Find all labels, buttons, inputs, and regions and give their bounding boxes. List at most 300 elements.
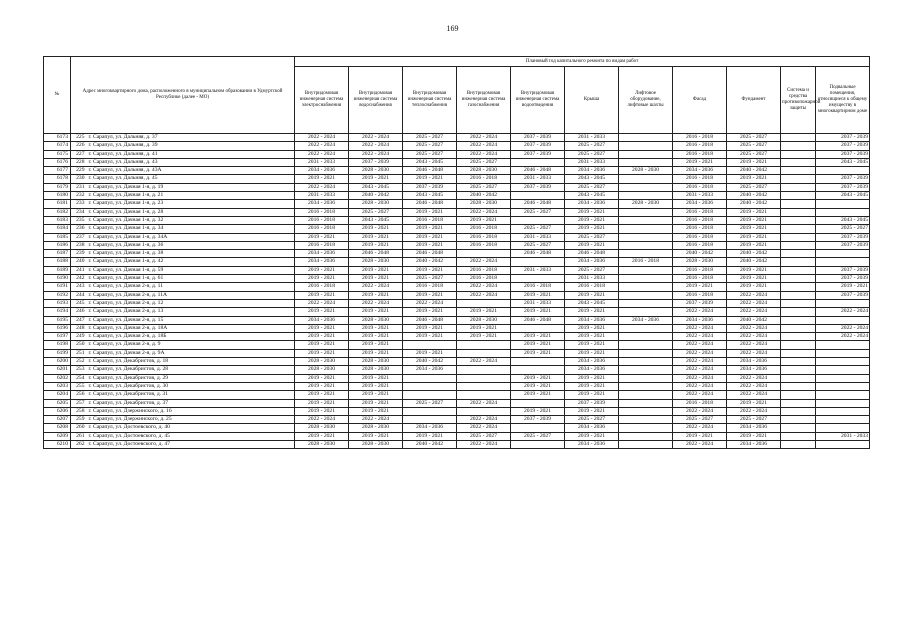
row-cell: 2019 - 2021: [349, 349, 403, 357]
row-address: г. Сарапул, ул. Дачная 2-я, д. 13: [87, 308, 295, 316]
row-number: 6203: [44, 382, 71, 390]
row-position: 232: [71, 192, 87, 200]
row-cell: [781, 283, 816, 291]
row-cell: [619, 432, 673, 440]
row-cell: 2037 - 2039: [511, 134, 565, 142]
row-cell: 2028 - 2030: [619, 200, 673, 208]
row-cell: [816, 407, 870, 415]
row-cell: 2034 - 2036: [565, 316, 619, 324]
row-position: 233: [71, 200, 87, 208]
row-cell: [619, 183, 673, 191]
row-cell: 2034 - 2036: [727, 424, 781, 432]
row-cell: [781, 225, 816, 233]
row-cell: 2019 - 2021: [727, 158, 781, 166]
row-cell: [781, 183, 816, 191]
row-cell: 2019 - 2021: [403, 266, 457, 274]
row-cell: [781, 424, 816, 432]
row-number: 6188: [44, 258, 71, 266]
row-cell: [816, 299, 870, 307]
row-cell: 2016 - 2018: [673, 233, 727, 241]
row-cell: 2028 - 2030: [295, 366, 349, 374]
row-cell: 2040 - 2042: [727, 250, 781, 258]
row-cell: [781, 399, 816, 407]
row-address: г. Сарапул, ул. Дачная 2-я, д. 15: [87, 316, 295, 324]
row-cell: 2022 - 2024: [295, 142, 349, 150]
row-cell: 2019 - 2021: [511, 407, 565, 415]
table-row: [44, 416, 870, 424]
row-cell: 2019 - 2021: [673, 283, 727, 291]
row-position: 247: [71, 316, 87, 324]
row-cell: 2019 - 2021: [511, 333, 565, 341]
row-cell: 2016 - 2018: [565, 283, 619, 291]
row-cell: 2019 - 2021: [295, 382, 349, 390]
row-cell: 2028 - 2030: [457, 200, 511, 208]
row-cell: [619, 341, 673, 349]
table-row: [44, 424, 870, 432]
row-cell: 2022 - 2024: [673, 366, 727, 374]
row-cell: 2019 - 2021: [565, 341, 619, 349]
row-cell: 2019 - 2021: [457, 333, 511, 341]
row-cell: 2025 - 2027: [511, 432, 565, 440]
row-cell: 2019 - 2021: [349, 324, 403, 332]
row-address: г. Сарапул, ул. Дальняя, д. 43А: [87, 167, 295, 175]
row-cell: 2028 - 2030: [349, 440, 403, 448]
row-cell: 2016 - 2018: [295, 216, 349, 224]
row-cell: 2019 - 2021: [349, 382, 403, 390]
row-cell: 2022 - 2024: [457, 283, 511, 291]
row-cell: 2022 - 2024: [727, 349, 781, 357]
row-cell: 2019 - 2021: [349, 175, 403, 183]
row-address: г. Сарапул, ул. Декабристов, д. 30: [87, 382, 295, 390]
row-position: 261: [71, 432, 87, 440]
row-address: г. Сарапул, ул. Дальняя, д. 37: [87, 134, 295, 142]
row-cell: 2025 - 2027: [565, 183, 619, 191]
row-cell: 2019 - 2021: [565, 432, 619, 440]
row-cell: [816, 424, 870, 432]
row-cell: [781, 407, 816, 415]
row-cell: 2016 - 2018: [673, 150, 727, 158]
row-cell: 2019 - 2021: [295, 175, 349, 183]
row-cell: 2025 - 2027: [727, 416, 781, 424]
row-cell: 2019 - 2021: [403, 291, 457, 299]
row-cell: 2034 - 2036: [565, 258, 619, 266]
row-cell: 2028 - 2030: [349, 200, 403, 208]
row-cell: 2046 - 2048: [403, 250, 457, 258]
row-cell: [511, 324, 565, 332]
row-cell: 2016 - 2018: [295, 283, 349, 291]
row-cell: 2022 - 2024: [457, 416, 511, 424]
row-cell: 2019 - 2021: [349, 391, 403, 399]
row-number: 6199: [44, 349, 71, 357]
row-cell: 2016 - 2018: [673, 216, 727, 224]
table-row: [44, 316, 870, 324]
row-cell: 2028 - 2030: [619, 167, 673, 175]
row-cell: [781, 341, 816, 349]
row-cell: 2016 - 2018: [457, 266, 511, 274]
row-address: г. Сарапул, ул. Дачная 2-я, д. 18А: [87, 324, 295, 332]
row-position: 258: [71, 407, 87, 415]
table-row: [44, 299, 870, 307]
row-address: г. Сарапул, ул. Декабристов, д. 37: [87, 399, 295, 407]
row-cell: 2019 - 2021: [511, 349, 565, 357]
row-cell: 2019 - 2021: [565, 291, 619, 299]
row-cell: [781, 266, 816, 274]
row-address: г. Сарапул, ул. Дзержинского, д. 25: [87, 416, 295, 424]
row-number: 6173: [44, 134, 71, 142]
row-cell: [619, 283, 673, 291]
table-row: [44, 349, 870, 357]
row-cell: [619, 424, 673, 432]
row-number: 6201: [44, 366, 71, 374]
row-position: 259: [71, 416, 87, 424]
row-cell: [781, 175, 816, 183]
row-number: 6185: [44, 233, 71, 241]
row-cell: 2028 - 2030: [349, 316, 403, 324]
row-cell: 2019 - 2021: [295, 341, 349, 349]
row-cell: 2022 - 2024: [816, 333, 870, 341]
row-cell: [816, 366, 870, 374]
row-cell: 2025 - 2027: [511, 225, 565, 233]
row-cell: 2022 - 2024: [673, 324, 727, 332]
row-cell: 2025 - 2027: [403, 142, 457, 150]
row-address: г. Сарапул, ул. Дачная 1-я, д. 28: [87, 208, 295, 216]
row-cell: 2043 - 2045: [816, 192, 870, 200]
row-cell: 2034 - 2036: [565, 440, 619, 448]
row-cell: 2019 - 2021: [727, 283, 781, 291]
row-cell: 2022 - 2024: [727, 391, 781, 399]
row-number: 6190: [44, 275, 71, 283]
row-cell: 2022 - 2024: [727, 299, 781, 307]
row-cell: 2019 - 2021: [565, 241, 619, 249]
row-cell: 2016 - 2018: [619, 258, 673, 266]
row-cell: 2019 - 2021: [457, 216, 511, 224]
row-cell: 2022 - 2024: [295, 416, 349, 424]
row-number: 6202: [44, 374, 71, 382]
row-cell: 2019 - 2021: [349, 266, 403, 274]
row-cell: 2028 - 2030: [457, 167, 511, 175]
row-cell: 2040 - 2042: [349, 192, 403, 200]
row-cell: 2019 - 2021: [295, 407, 349, 415]
row-cell: 2022 - 2024: [457, 208, 511, 216]
row-cell: [619, 216, 673, 224]
row-position: 241: [71, 266, 87, 274]
row-cell: 2034 - 2036: [565, 366, 619, 374]
row-position: 251: [71, 349, 87, 357]
row-cell: 2022 - 2024: [727, 333, 781, 341]
row-cell: 2019 - 2021: [295, 374, 349, 382]
row-cell: 2034 - 2036: [295, 167, 349, 175]
row-cell: [816, 167, 870, 175]
row-cell: 2019 - 2021: [295, 308, 349, 316]
row-cell: 2037 - 2039: [511, 142, 565, 150]
row-cell: [403, 416, 457, 424]
row-cell: 2019 - 2021: [295, 391, 349, 399]
row-cell: 2022 - 2024: [457, 150, 511, 158]
column-header: Внутридомовая инженерная система водоснабжения: [349, 67, 403, 134]
table-row: [44, 241, 870, 249]
row-number: 6176: [44, 158, 71, 166]
row-cell: 2043 - 2045: [565, 175, 619, 183]
row-cell: [781, 391, 816, 399]
row-cell: 2043 - 2045: [816, 158, 870, 166]
row-cell: 2019 - 2021: [403, 208, 457, 216]
column-header: Внутридомовая инженерная система газоснабжения: [457, 67, 511, 134]
row-cell: 2019 - 2021: [511, 308, 565, 316]
row-cell: [781, 158, 816, 166]
row-address: г. Сарапул, ул. Дачная 1-я, д. 36: [87, 241, 295, 249]
row-cell: 2022 - 2024: [727, 407, 781, 415]
table-row: [44, 266, 870, 274]
row-cell: 2025 - 2027: [565, 150, 619, 158]
row-cell: 2043 - 2045: [403, 192, 457, 200]
row-cell: 2022 - 2024: [673, 424, 727, 432]
row-cell: 2019 - 2021: [349, 432, 403, 440]
row-cell: 2031 - 2033: [511, 299, 565, 307]
row-number: 6186: [44, 241, 71, 249]
row-cell: [781, 167, 816, 175]
row-cell: [619, 291, 673, 299]
row-cell: 2019 - 2021: [349, 399, 403, 407]
row-cell: 2025 - 2027: [457, 158, 511, 166]
row-cell: [619, 374, 673, 382]
row-address: г. Сарапул, ул. Дачная 1-я, д. 34: [87, 225, 295, 233]
row-position: 235: [71, 216, 87, 224]
row-cell: 2043 - 2045: [816, 216, 870, 224]
row-cell: 2016 - 2018: [457, 241, 511, 249]
row-cell: [403, 341, 457, 349]
row-address: г. Сарапул, ул. Дачная 1-я, д. 32: [87, 216, 295, 224]
row-cell: 2019 - 2021: [349, 407, 403, 415]
row-cell: 2022 - 2024: [673, 440, 727, 448]
table-row: [44, 333, 870, 341]
row-cell: [781, 416, 816, 424]
row-cell: [619, 399, 673, 407]
row-cell: 2022 - 2024: [673, 382, 727, 390]
row-cell: [816, 399, 870, 407]
row-cell: 2022 - 2024: [673, 374, 727, 382]
table-row: [44, 175, 870, 183]
row-cell: [619, 266, 673, 274]
column-header: Внутридомовая инженерная система электроснабжения: [295, 67, 349, 134]
row-cell: [511, 366, 565, 374]
row-cell: 2034 - 2036: [565, 167, 619, 175]
row-cell: [781, 241, 816, 249]
row-address: г. Сарапул, ул. Декабристов, д. 18: [87, 358, 295, 366]
row-cell: 2019 - 2021: [727, 399, 781, 407]
row-cell: 2034 - 2036: [673, 200, 727, 208]
row-cell: 2043 - 2045: [565, 299, 619, 307]
row-cell: 2025 - 2027: [816, 225, 870, 233]
row-cell: [781, 432, 816, 440]
row-cell: 2025 - 2027: [349, 208, 403, 216]
row-cell: [511, 192, 565, 200]
row-cell: 2034 - 2036: [565, 424, 619, 432]
row-cell: 2046 - 2048: [511, 316, 565, 324]
row-cell: 2037 - 2039: [816, 241, 870, 249]
row-number: 6187: [44, 250, 71, 258]
row-cell: 2037 - 2039: [511, 150, 565, 158]
row-cell: 2022 - 2024: [816, 324, 870, 332]
row-cell: [457, 366, 511, 374]
row-cell: [619, 324, 673, 332]
row-cell: 2019 - 2021: [349, 275, 403, 283]
row-cell: 2037 - 2039: [816, 266, 870, 274]
row-number: 6209: [44, 432, 71, 440]
row-cell: 2037 - 2039: [349, 158, 403, 166]
table-row: [44, 341, 870, 349]
row-cell: 2022 - 2024: [727, 374, 781, 382]
row-cell: 2040 - 2042: [403, 440, 457, 448]
row-cell: [511, 440, 565, 448]
row-cell: 2031 - 2033: [511, 266, 565, 274]
row-cell: 2037 - 2039: [403, 183, 457, 191]
row-cell: 2025 - 2027: [727, 142, 781, 150]
row-cell: 2025 - 2027: [727, 183, 781, 191]
row-cell: [619, 134, 673, 142]
row-position: 236: [71, 225, 87, 233]
row-cell: 2019 - 2021: [673, 158, 727, 166]
row-position: 255: [71, 382, 87, 390]
row-address: г. Сарапул, ул. Достоевского, д. 47: [87, 440, 295, 448]
row-cell: 2016 - 2018: [295, 208, 349, 216]
row-cell: 2034 - 2036: [295, 250, 349, 258]
row-address: г. Сарапул, ул. Дачная 1-я, д. 34А: [87, 233, 295, 241]
row-cell: 2025 - 2027: [511, 208, 565, 216]
row-cell: 2037 - 2039: [816, 275, 870, 283]
table-row: [44, 183, 870, 191]
row-cell: 2019 - 2021: [565, 407, 619, 415]
row-cell: 2016 - 2018: [673, 399, 727, 407]
row-number: 6178: [44, 175, 71, 183]
row-cell: 2040 - 2042: [727, 258, 781, 266]
column-header: Лифтовое оборудование, лифтовые шахты: [619, 67, 673, 134]
row-number: 6181: [44, 200, 71, 208]
row-number: 6174: [44, 142, 71, 150]
row-cell: 2025 - 2027: [403, 399, 457, 407]
row-cell: [781, 216, 816, 224]
row-position: 256: [71, 391, 87, 399]
row-cell: 2019 - 2021: [511, 391, 565, 399]
row-cell: 2046 - 2048: [403, 316, 457, 324]
table-row: [44, 216, 870, 224]
row-cell: 2022 - 2024: [727, 324, 781, 332]
row-position: 244: [71, 291, 87, 299]
row-cell: [781, 200, 816, 208]
row-cell: 2019 - 2021: [673, 432, 727, 440]
table-row: [44, 208, 870, 216]
row-cell: [457, 407, 511, 415]
row-cell: [457, 341, 511, 349]
column-header: Подвальные помещения, относящиеся к общему имуществу в многоквартирном доме: [816, 67, 870, 134]
row-cell: 2019 - 2021: [565, 324, 619, 332]
row-cell: 2028 - 2030: [295, 440, 349, 448]
row-cell: [816, 440, 870, 448]
column-header: Фундамент: [727, 67, 781, 134]
row-cell: 2016 - 2018: [673, 266, 727, 274]
row-number: 6200: [44, 358, 71, 366]
row-cell: 2043 - 2045: [349, 183, 403, 191]
row-cell: 2019 - 2021: [727, 233, 781, 241]
row-cell: 2016 - 2018: [673, 291, 727, 299]
row-number: 6204: [44, 391, 71, 399]
row-cell: 2022 - 2024: [816, 308, 870, 316]
row-cell: [619, 208, 673, 216]
row-cell: 2019 - 2021: [727, 225, 781, 233]
row-cell: 2028 - 2030: [457, 316, 511, 324]
row-cell: 2016 - 2018: [673, 241, 727, 249]
row-cell: 2019 - 2021: [403, 241, 457, 249]
row-cell: 2019 - 2021: [565, 225, 619, 233]
row-cell: 2019 - 2021: [403, 233, 457, 241]
row-cell: 2019 - 2021: [565, 208, 619, 216]
row-cell: [457, 349, 511, 357]
row-position: 225: [71, 134, 87, 142]
row-cell: 2019 - 2021: [565, 349, 619, 357]
row-cell: 2019 - 2021: [727, 216, 781, 224]
row-cell: 2022 - 2024: [673, 391, 727, 399]
row-cell: 2046 - 2048: [349, 250, 403, 258]
column-header: Внутридомовая инженерная система теплоснабжения: [403, 67, 457, 134]
row-cell: 2022 - 2024: [349, 150, 403, 158]
row-cell: 2019 - 2021: [565, 308, 619, 316]
row-cell: [403, 382, 457, 390]
row-address: г. Сарапул, ул. Достоевского, д. 45: [87, 432, 295, 440]
row-position: 238: [71, 241, 87, 249]
row-cell: 2037 - 2039: [565, 399, 619, 407]
row-address: г. Сарапул, ул. Декабристов, д. 29: [87, 374, 295, 382]
row-cell: 2043 - 2045: [565, 192, 619, 200]
row-cell: 2046 - 2048: [511, 167, 565, 175]
column-header: Фасад: [673, 67, 727, 134]
row-cell: 2028 - 2030: [349, 358, 403, 366]
table-row: [44, 432, 870, 440]
row-cell: 2034 - 2036: [403, 424, 457, 432]
row-cell: [816, 200, 870, 208]
row-cell: 2046 - 2048: [565, 250, 619, 258]
row-cell: [781, 291, 816, 299]
row-cell: 2022 - 2024: [349, 134, 403, 142]
row-cell: 2028 - 2030: [295, 358, 349, 366]
row-position: 239: [71, 250, 87, 258]
row-cell: 2016 - 2018: [295, 241, 349, 249]
row-cell: 2022 - 2024: [457, 142, 511, 150]
row-position: 245: [71, 299, 87, 307]
row-cell: 2022 - 2024: [673, 333, 727, 341]
row-cell: 2019 - 2021: [349, 225, 403, 233]
header-num: №: [44, 57, 71, 134]
row-cell: [619, 358, 673, 366]
row-position: 229: [71, 167, 87, 175]
row-cell: 2016 - 2018: [673, 142, 727, 150]
row-cell: 2022 - 2024: [727, 291, 781, 299]
row-number: 6193: [44, 299, 71, 307]
row-cell: [619, 241, 673, 249]
row-cell: 2022 - 2024: [727, 308, 781, 316]
row-cell: [781, 366, 816, 374]
row-cell: 2019 - 2021: [349, 233, 403, 241]
row-position: 243: [71, 283, 87, 291]
row-number: 6196: [44, 324, 71, 332]
row-address: г. Сарапул, ул. Дачная 2-я, д. 11А: [87, 291, 295, 299]
row-address: г. Сарапул, ул. Дачная 1-я, д. 59: [87, 266, 295, 274]
row-cell: 2037 - 2039: [816, 183, 870, 191]
row-cell: [781, 358, 816, 366]
row-cell: 2019 - 2021: [457, 324, 511, 332]
row-cell: 2022 - 2024: [457, 424, 511, 432]
row-cell: 2025 - 2027: [457, 183, 511, 191]
row-cell: 2025 - 2027: [565, 266, 619, 274]
row-cell: [619, 250, 673, 258]
